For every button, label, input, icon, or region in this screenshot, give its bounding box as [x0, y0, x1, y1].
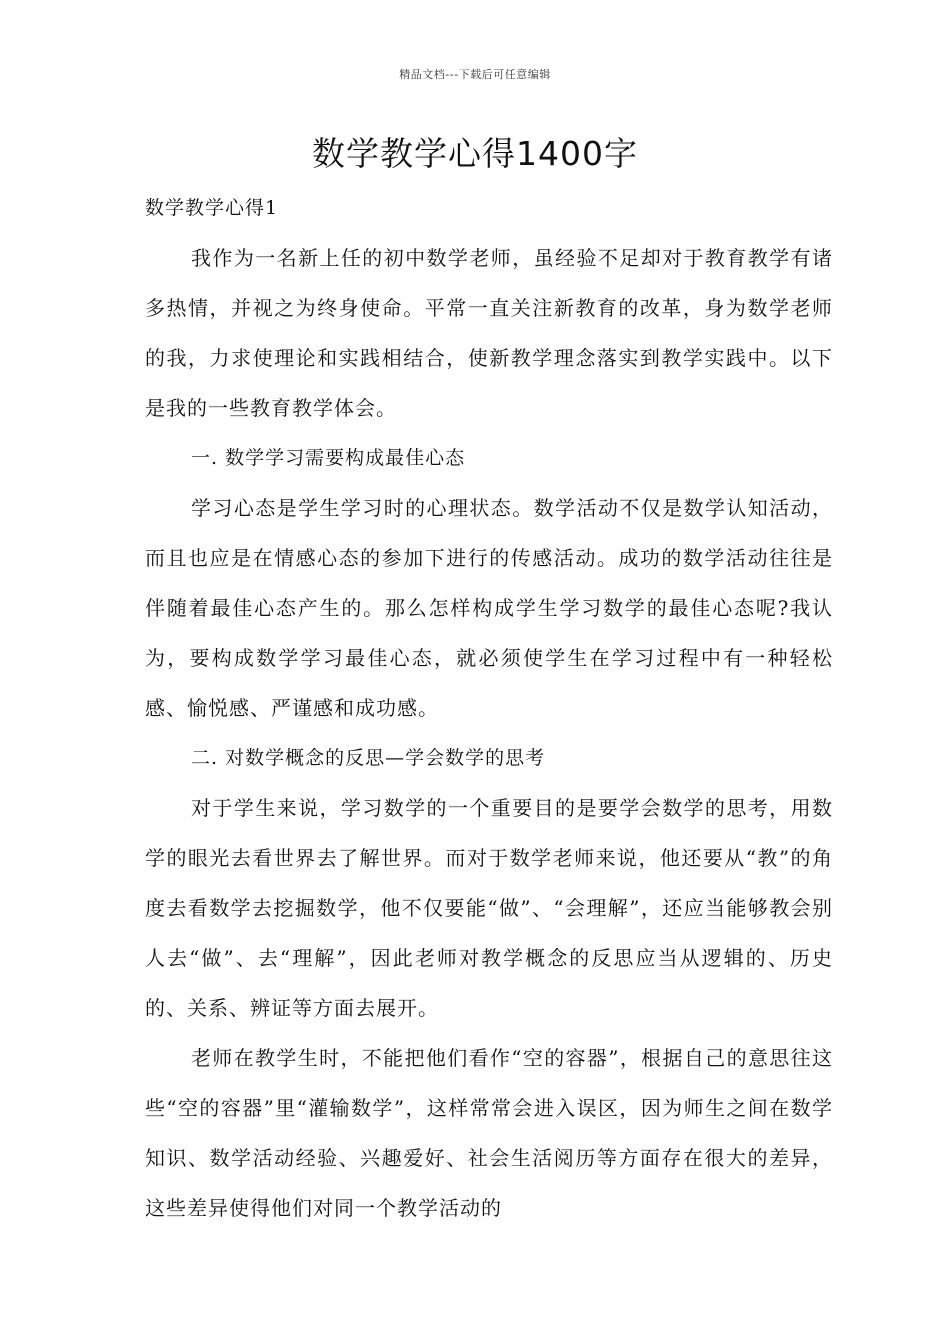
document-title: 数学教学心得1400字: [312, 134, 638, 173]
paragraph: 我作为一名新上任的初中数学老师，虽经验不足却对于教育教学有诸多热情，并视之为终身使命。平常一直关注新教育的改革，身为数学老师的我，力求使理论和实践相结合，使新教学理念落实到教学实践中。以下是我的一些教育教学体会。: [145, 246, 833, 420]
section-heading: 二. 对数学概念的反思—学会数学的思考: [191, 747, 546, 769]
paragraph: 老师在教学生时，不能把他们看作“空的容器”，根据自己的意思往这些“空的容器”里“灌输数学”，这样常常会进入误区，因为师生之间在数学知识、数学活动经验、兴趣爱好、社会生活阅历等方面存在很大的差异，这些差异使得他们对同一个教学活动的: [145, 1046, 833, 1220]
section-heading: 一. 数学学习需要构成最佳心态: [191, 447, 466, 469]
paragraph: 学习心态是学生学习时的心理状态。数学活动不仅是数学认知活动，而且也应是在情感心态的参加下进行的传感活动。成功的数学活动往往是伴随着最佳心态产生的。那么怎样构成学生学习数学的最佳心态呢?我认为，要构成数学学习最佳心态，就必须使学生在学习过程中有一种轻松感、愉悦感、严谨感和成功感。: [145, 496, 833, 720]
section-subtitle: 数学教学心得1: [145, 197, 279, 219]
document-body: [145, 183, 833, 1233]
header-note: 精品文档---下载后可任意编辑: [399, 68, 551, 81]
paragraph: 对于学生来说，学习数学的一个重要目的是要学会数学的思考，用数学的眼光去看世界去了解世界。而对于数学老师来说，他还要从“教”的角度去看数学去挖掘数学，他不仅要能“做”、“会理解”，还应当能够教会别人去“做”、去“理解”，因此老师对教学概念的反思应当从逻辑的、历史的、关系、辨证等方面去展开。: [145, 796, 833, 1020]
